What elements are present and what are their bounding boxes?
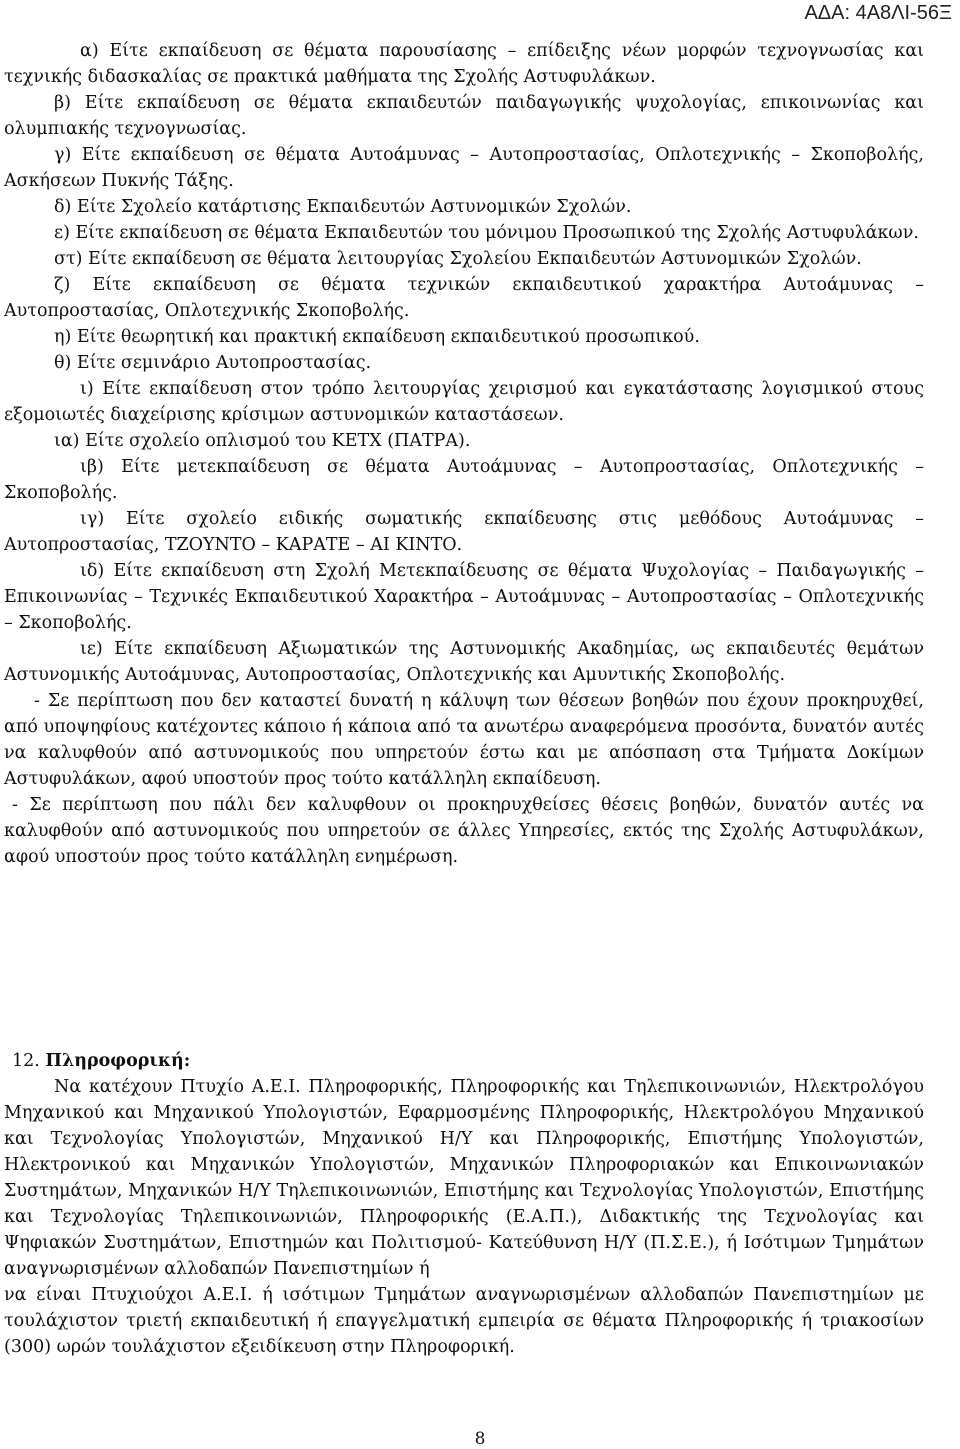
list-item: στ) Είτε εκπαίδευση σε θέματα λειτουργίας Σχολείου Εκπαιδευτών Αστυνομικών Σχολών. xyxy=(54,249,862,269)
list-item: θ) Είτε σεμινάριο Αυτοπροστασίας. xyxy=(54,353,372,373)
list-item: γ) Είτε εκπαίδευση σε θέματα Αυτοάμυνας – Αυτοπροστασίας, Οπλοτεχνικής – Σκοποβολής, Ασκήσεων Πυκνής Τάξης. xyxy=(4,145,924,191)
section-body: Να κατέχουν Πτυχίο Α.Ε.Ι. Πληροφορικής, Πληροφορικής και Τηλεπικοινωνιών, Ηλεκτρολόγου Μηχανικού και Μηχανικού Υπολογιστών, Εφαρμοσμένης Πληροφορικής, Ηλεκτρολόγου Μηχανικού και Τεχνολογίας Υπολογιστών, Μηχανικού Η/Υ και Πληροφορικής, Επιστήμης Υπολογιστών, Ηλεκτρονικού και Μηχανικών Υπολογιστών, Μηχανικών Πληροφοριακών και Επικοινωνιακών Συστημάτων, Μηχανικών Η/Υ Τηλεπικοινωνιών, Επιστήμης και Τεχνολογίας Υπολογιστών, Επιστήμης και Τεχνολογίας Τηλεπικοινωνιών, Πληροφορικής (Ε.Α.Π.), Διδακτικής της Τεχνολογίας και Ψηφιακών Συστημάτων, Επιστημών και Πολιτισμού- Κατεύθυνση Η/Υ (Π.Σ.Ε.), ή Ισότιμων Τμημάτων αναγνωρισμένων αλλοδαπών Πανεπιστημίων ή xyxy=(4,1077,924,1279)
list-item: α) Είτε εκπαίδευση σε θέματα παρουσίασης – επίδειξης νέων μορφών τεχνογνωσίας και τεχνικής διδασκαλίας σε πρακτικά μαθήματα της Σχολής Αστυφυλάκων. xyxy=(4,41,924,87)
ada-code: ΑΔΑ: 4Α8ΛΙ-56Ξ xyxy=(804,2,952,24)
list-item: β) Είτε εκπαίδευση σε θέματα εκπαιδευτών παιδαγωγικής ψυχολογίας, επικοινωνίας και ολυμπιακής τεχνογνωσίας. xyxy=(4,93,924,139)
section-heading xyxy=(12,1048,924,1074)
list-item: η) Είτε θεωρητική και πρακτική εκπαίδευση εκπαιδευτικού προσωπικού. xyxy=(54,327,700,347)
list-item: ιε) Είτε εκπαίδευση Αξιωματικών της Αστυνομικής Ακαδημίας, ως εκπαιδευτές θεμάτων Αστυνομικής Αυτοάμυνας, Αυτοπροστασίας, Οπλοτεχνικής και Αμυντικής Σκοποβολής. xyxy=(4,639,924,685)
list-item: ια) Είτε σχολείο οπλισμού του ΚΕΤΧ (ΠΑΤΡΑ). xyxy=(54,431,471,451)
dash-paragraph: - Σε περίπτωση που δεν καταστεί δυνατή η κάλυψη των θέσεων βοηθών που έχουν προκηρυχθεί, από υποψηφίους κατέχοντες κάποιο ή κάποια από τα ανωτέρω αναφερόμενα προσόντα, δυνατόν αυτές να καλυφθούν από αστυνομικούς που υπηρετούν έστω και με απόσπαση στα Τμήματα Δοκίμων Αστυφυλάκων, αφού υποστούν προς τούτο κατάλληλη εκπαίδευση. xyxy=(4,691,924,789)
section-title: Πληροφορική: xyxy=(45,1051,191,1071)
dash-paragraph: - Σε περίπτωση που πάλι δεν καλυφθουν οι προκηρυχθείσες θέσεις βοηθών, δυνατόν αυτές να καλυφθούν από αστυνομικούς που υπηρετούν σε άλλες Υπηρεσίες, εκτός της Σχολής Αστυφυλάκων, αφού υποστούν προς τούτο κατάλληλη ενημέρωση. xyxy=(4,795,924,867)
list-item: ιγ) Είτε σχολείο ειδικής σωματικής εκπαίδευσης στις μεθόδους Αυτοάμυνας – Αυτοπροστασίας, ΤΖΟΥΝΤΟ – ΚΑΡΑΤΕ – ΑΙ ΚΙΝΤΟ. xyxy=(4,509,924,555)
list-item: ζ) Είτε εκπαίδευση σε θέματα τεχνικών εκπαιδευτικού χαρακτήρα Αυτοάμυνας – Αυτοπροστασίας, Οπλοτεχνικής Σκοποβολής. xyxy=(4,275,924,321)
list-item: ι) Είτε εκπαίδευση στον τρόπο λειτουργίας χειρισμού και εγκατάστασης λογισμικού στους εξομοιωτές διαχείρισης κρίσιμων αστυνομικών καταστάσεων. xyxy=(4,379,924,425)
list-item: ε) Είτε εκπαίδευση σε θέματα Εκπαιδευτών του μόνιμου Προσωπικού της Σχολής Αστυφυλάκων. xyxy=(54,223,919,243)
list-item: ιδ) Είτε εκπαίδευση στη Σχολή Μετεκπαίδευσης σε θέματα Ψυχολογίας – Παιδαγωγικής – Επικοινωνίας – Τεχνικές Εκπαιδευτικού Χαρακτήρα – Αυτοάμυνας – Αυτοπροστασίας – Οπλοτεχνικής – Σκοποβολής. xyxy=(4,561,924,633)
document-body xyxy=(4,38,924,870)
section-number: 12. xyxy=(12,1051,40,1071)
section-12 xyxy=(4,1048,924,1360)
section-body: να είναι Πτυχιούχοι Α.Ε.Ι. ή ισότιμων Τμημάτων αναγνωρισμένων αλλοδαπών Πανεπιστημίων με τουλάχιστον τριετή εκπαιδευτική ή επαγγελματική εμπειρία σε θέματα Πληροφορικής ή τριακοσίων (300) ωρών τουλάχιστον εξειδίκευση στην Πληροφορική. xyxy=(4,1285,924,1357)
page-number: 8 xyxy=(474,1429,486,1449)
list-item: δ) Είτε Σχολείο κατάρτισης Εκπαιδευτών Αστυνομικών Σχολών. xyxy=(54,197,632,217)
list-item: ιβ) Είτε μετεκπαίδευση σε θέματα Αυτοάμυνας – Αυτοπροστασίας, Οπλοτεχνικής – Σκοποβολής. xyxy=(4,457,924,503)
